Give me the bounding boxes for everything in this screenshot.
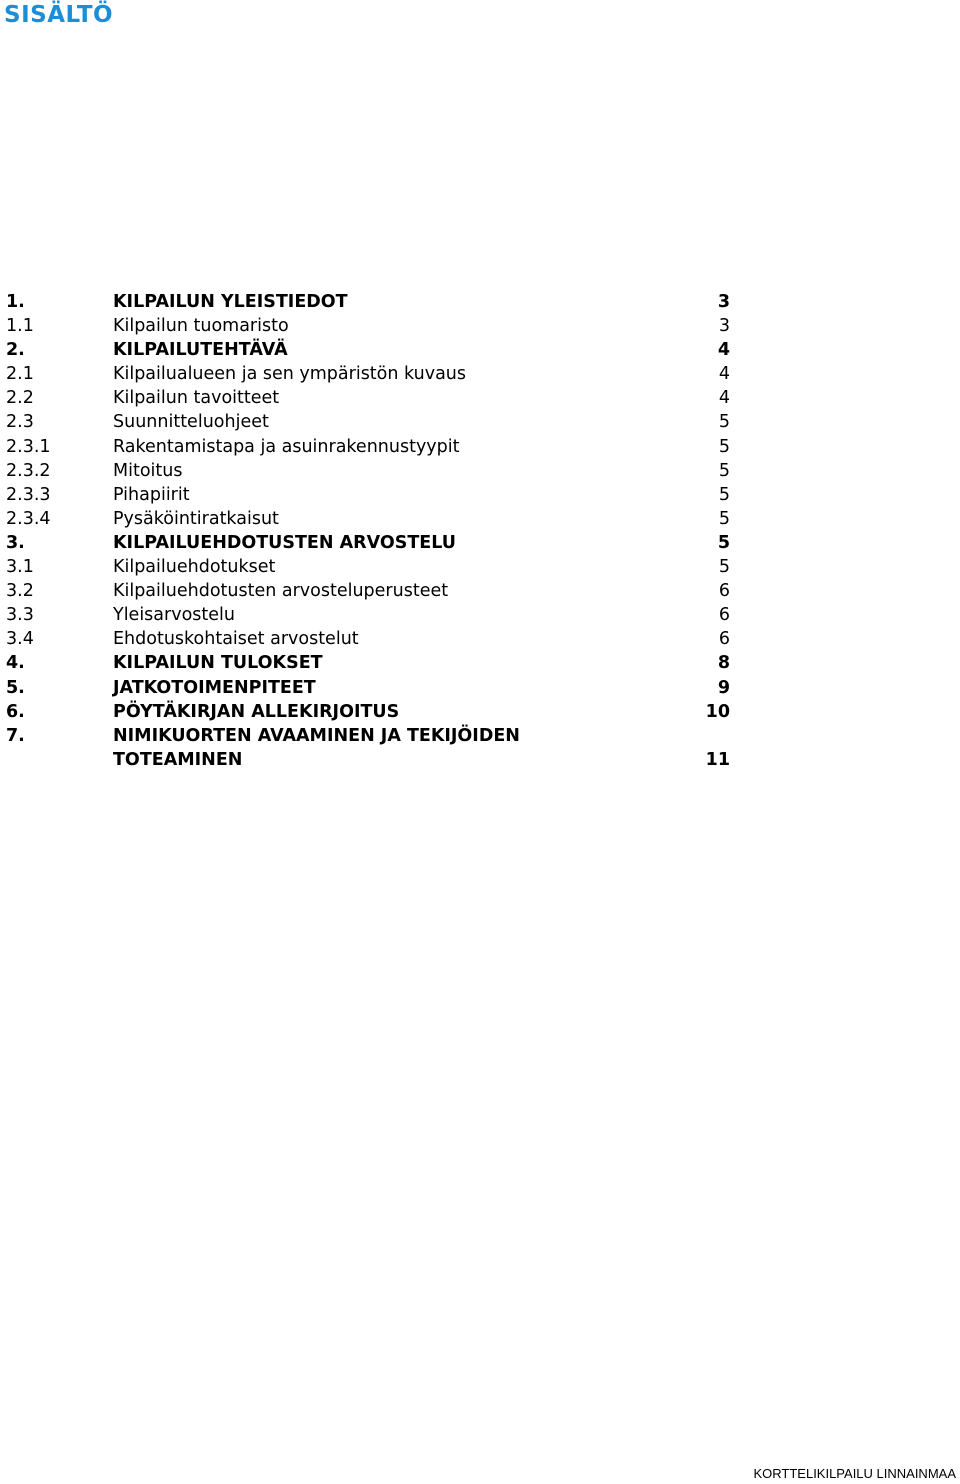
toc-entry [6, 700, 732, 724]
toc-entry-title: Pihapiirit [113, 484, 190, 505]
toc-entry-title: Ehdotuskohtaiset arvostelut [113, 629, 359, 650]
toc-entry-title: Kilpailuehdotukset [113, 557, 276, 578]
page-footer: KORTTELIKILPAILU LINNAINMAA [753, 1466, 956, 1481]
toc-entry-number: 7. [6, 725, 25, 746]
toc-entry-number: 4. [6, 653, 25, 674]
toc-entry-page: 9 [717, 677, 730, 698]
toc-entry-page: 5 [718, 460, 730, 481]
toc-entry-page: 3 [718, 316, 730, 337]
toc-entry [6, 555, 732, 579]
toc-entry-number: 5. [6, 677, 25, 698]
toc-entry-title: KILPAILUN YLEISTIEDOT [113, 292, 348, 312]
toc-entry-page: 5 [718, 412, 730, 433]
toc-entry [6, 386, 732, 410]
toc-entry-number: 3.2 [6, 581, 34, 602]
toc-entry-title: KILPAILUEHDOTUSTEN ARVOSTELU [113, 532, 456, 553]
toc-entry [6, 579, 732, 603]
toc-entry [6, 603, 732, 627]
toc-entry-number: 2.3.3 [6, 484, 51, 505]
toc-entry [6, 338, 732, 362]
toc-entry-page: 6 [718, 629, 730, 650]
toc-entry-page: 6 [718, 605, 730, 626]
toc-entry-number: 6. [6, 701, 25, 722]
toc-entry-title: JATKOTOIMENPITEET [113, 677, 316, 698]
toc-entry-page: 4 [718, 388, 730, 409]
toc-entry [6, 651, 732, 675]
toc-entry [6, 748, 732, 772]
toc-entry-number: 2.3.4 [6, 508, 51, 529]
toc-entry-title: Kilpailun tuomaristo [113, 316, 289, 337]
toc-entry-title: NIMIKUORTEN AVAAMINEN JA TEKIJÖIDEN [113, 725, 520, 746]
toc-entry-title: KILPAILUN TULOKSET [113, 653, 323, 674]
toc-entry-title: Kilpailun tavoitteet [113, 388, 280, 409]
toc-entry [6, 483, 732, 507]
toc-entry-page: 5 [718, 436, 730, 457]
toc-entry [6, 362, 732, 386]
toc-entry-title: Rakentamistapa ja asuinrakennustyypit [113, 436, 460, 457]
toc-entry-page: 8 [717, 653, 730, 674]
toc-entry-page: 4 [717, 340, 730, 361]
toc-entry-page: 5 [718, 557, 730, 578]
toc-entry-number: 3.4 [6, 629, 34, 650]
toc-entry-title: Mitoitus [113, 460, 183, 481]
toc-entry-title: Suunnitteluohjeet [113, 412, 269, 433]
page-title: SISÄLTÖ [4, 2, 114, 28]
toc-entry-title: Kilpailualueen ja sen ympäristön kuvaus [113, 364, 467, 385]
toc-entry [6, 459, 732, 483]
toc-entry-number: 2.3 [6, 412, 34, 433]
toc-entry-title: Pysäköintiratkaisut [113, 508, 279, 529]
toc-entry-title: TOTEAMINEN [113, 749, 243, 770]
toc-entry-page: 4 [718, 364, 730, 385]
toc-entry-number: 2.1 [6, 364, 34, 385]
toc-entry-page: 11 [705, 749, 730, 770]
toc-entry-page: 5 [718, 484, 730, 505]
toc-entry-title: PÖYTÄKIRJAN ALLEKIRJOITUS [113, 701, 400, 722]
toc-entry-title: Yleisarvostelu [113, 605, 235, 626]
toc-entry-number: 2. [6, 340, 25, 361]
toc-entry-title: Kilpailuehdotusten arvosteluperusteet [113, 581, 449, 602]
toc-entry-number: 2.3.2 [6, 460, 51, 481]
toc-entry-page: 5 [718, 508, 730, 529]
toc-entry [6, 627, 732, 651]
toc-entry-number: 1. [6, 292, 25, 312]
toc-entry-page: 3 [717, 292, 730, 312]
toc-entry-number: 3. [6, 532, 25, 553]
toc-entry [6, 724, 732, 748]
toc-entry-title: KILPAILUTEHTÄVÄ [113, 340, 288, 361]
toc-entry [6, 410, 732, 434]
toc-entry-number: 3.1 [6, 557, 34, 578]
toc-entry [6, 290, 732, 314]
toc-entry-number: 3.3 [6, 605, 34, 626]
toc-entry [6, 507, 732, 531]
toc-entry [6, 676, 732, 700]
toc-entry [6, 531, 732, 555]
toc-entry-page: 5 [717, 532, 730, 553]
toc-entry-number: 2.2 [6, 388, 34, 409]
toc-entry [6, 435, 732, 459]
toc-entry-number: 1.1 [6, 316, 34, 337]
table-of-contents [6, 290, 732, 772]
toc-entry-number: 2.3.1 [6, 436, 51, 457]
toc-entry [6, 314, 732, 338]
toc-entry-page: 10 [705, 701, 730, 722]
toc-entry-page: 6 [718, 581, 730, 602]
